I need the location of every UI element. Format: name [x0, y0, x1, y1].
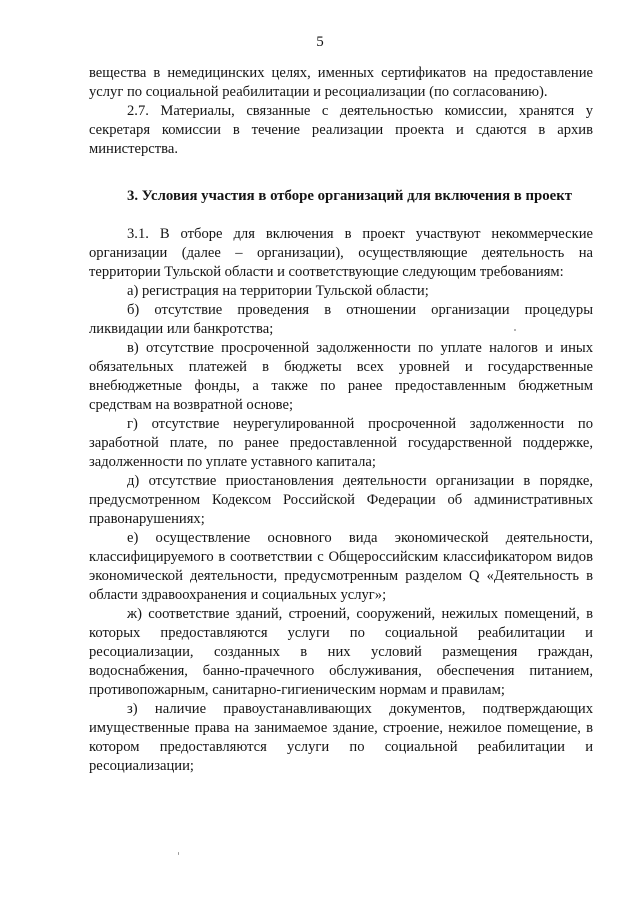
paragraph-2-7: 2.7. Материалы, связанные с деятельностью комиссии, хранятся у секретаря комиссии в течение реализации проекта и сдаются в архив министерства. — [89, 103, 593, 157]
scan-speck — [514, 329, 516, 331]
requirement-g: г) отсутствие неурегулированной просроченной задолженности по заработной плате, по ранее предоставленной государственной поддержке, задолженности по уплате уставного капитала; — [89, 416, 593, 470]
scan-speck — [178, 852, 179, 855]
requirement-b: б) отсутствие проведения в отношении организации процедуры ликвидации или банкротства; — [89, 302, 593, 337]
paragraph-continuation: вещества в немедицинских целях, именных сертификатов на предоставление услуг по социальной реабилитации и ресоциализации (по согласованию). — [89, 65, 593, 100]
requirement-v: в) отсутствие просроченной задолженности по уплате налогов и иных обязательных платежей в бюджеты всех уровней и государственные внебюджетные фонды, а также по ранее предоставленным бюджетным средствам на возвратной основе; — [89, 340, 593, 413]
requirement-d: д) отсутствие приостановления деятельности организации в порядке, предусмотренном Кодексом Российской Федерации об административных правонарушениях; — [89, 473, 593, 527]
document-body — [89, 64, 593, 776]
requirement-e: е) осуществление основного вида экономической деятельности, классифицируемого в соответствии с Общероссийским классификатором видов экономической деятельности, предусмотренным разделом Q «Деятельность в области здравоохранения и социальных услуг»; — [89, 530, 593, 603]
page-number: 5 — [316, 34, 324, 50]
requirement-zh: ж) соответствие зданий, строений, сооружений, нежилых помещений, в которых предоставляются услуги по социальной реабилитации и ресоциализации, созданных в них условий размещения граждан, водоснабжения, банно-прачечного обслуживания, обеспечения питанием, противопожарным, санитарно-гигиеническим нормам и правилам; — [89, 606, 593, 698]
requirement-z: з) наличие правоустанавливающих документов, подтверждающих имущественные права на занимаемое здание, строение, нежилое помещение, в котором предоставляются услуги по социальной реабилитации и ресоциализации; — [89, 701, 593, 774]
paragraph-3-1: 3.1. В отборе для включения в проект участвуют некоммерческие организации (далее – организации), осуществляющие деятельность на территории Тульской области и соответствующие следующим требованиям: — [89, 226, 593, 280]
section-heading: 3. Условия участия в отборе организаций для включения в проект — [127, 188, 572, 204]
requirement-a: а) регистрация на территории Тульской области; — [127, 283, 429, 299]
